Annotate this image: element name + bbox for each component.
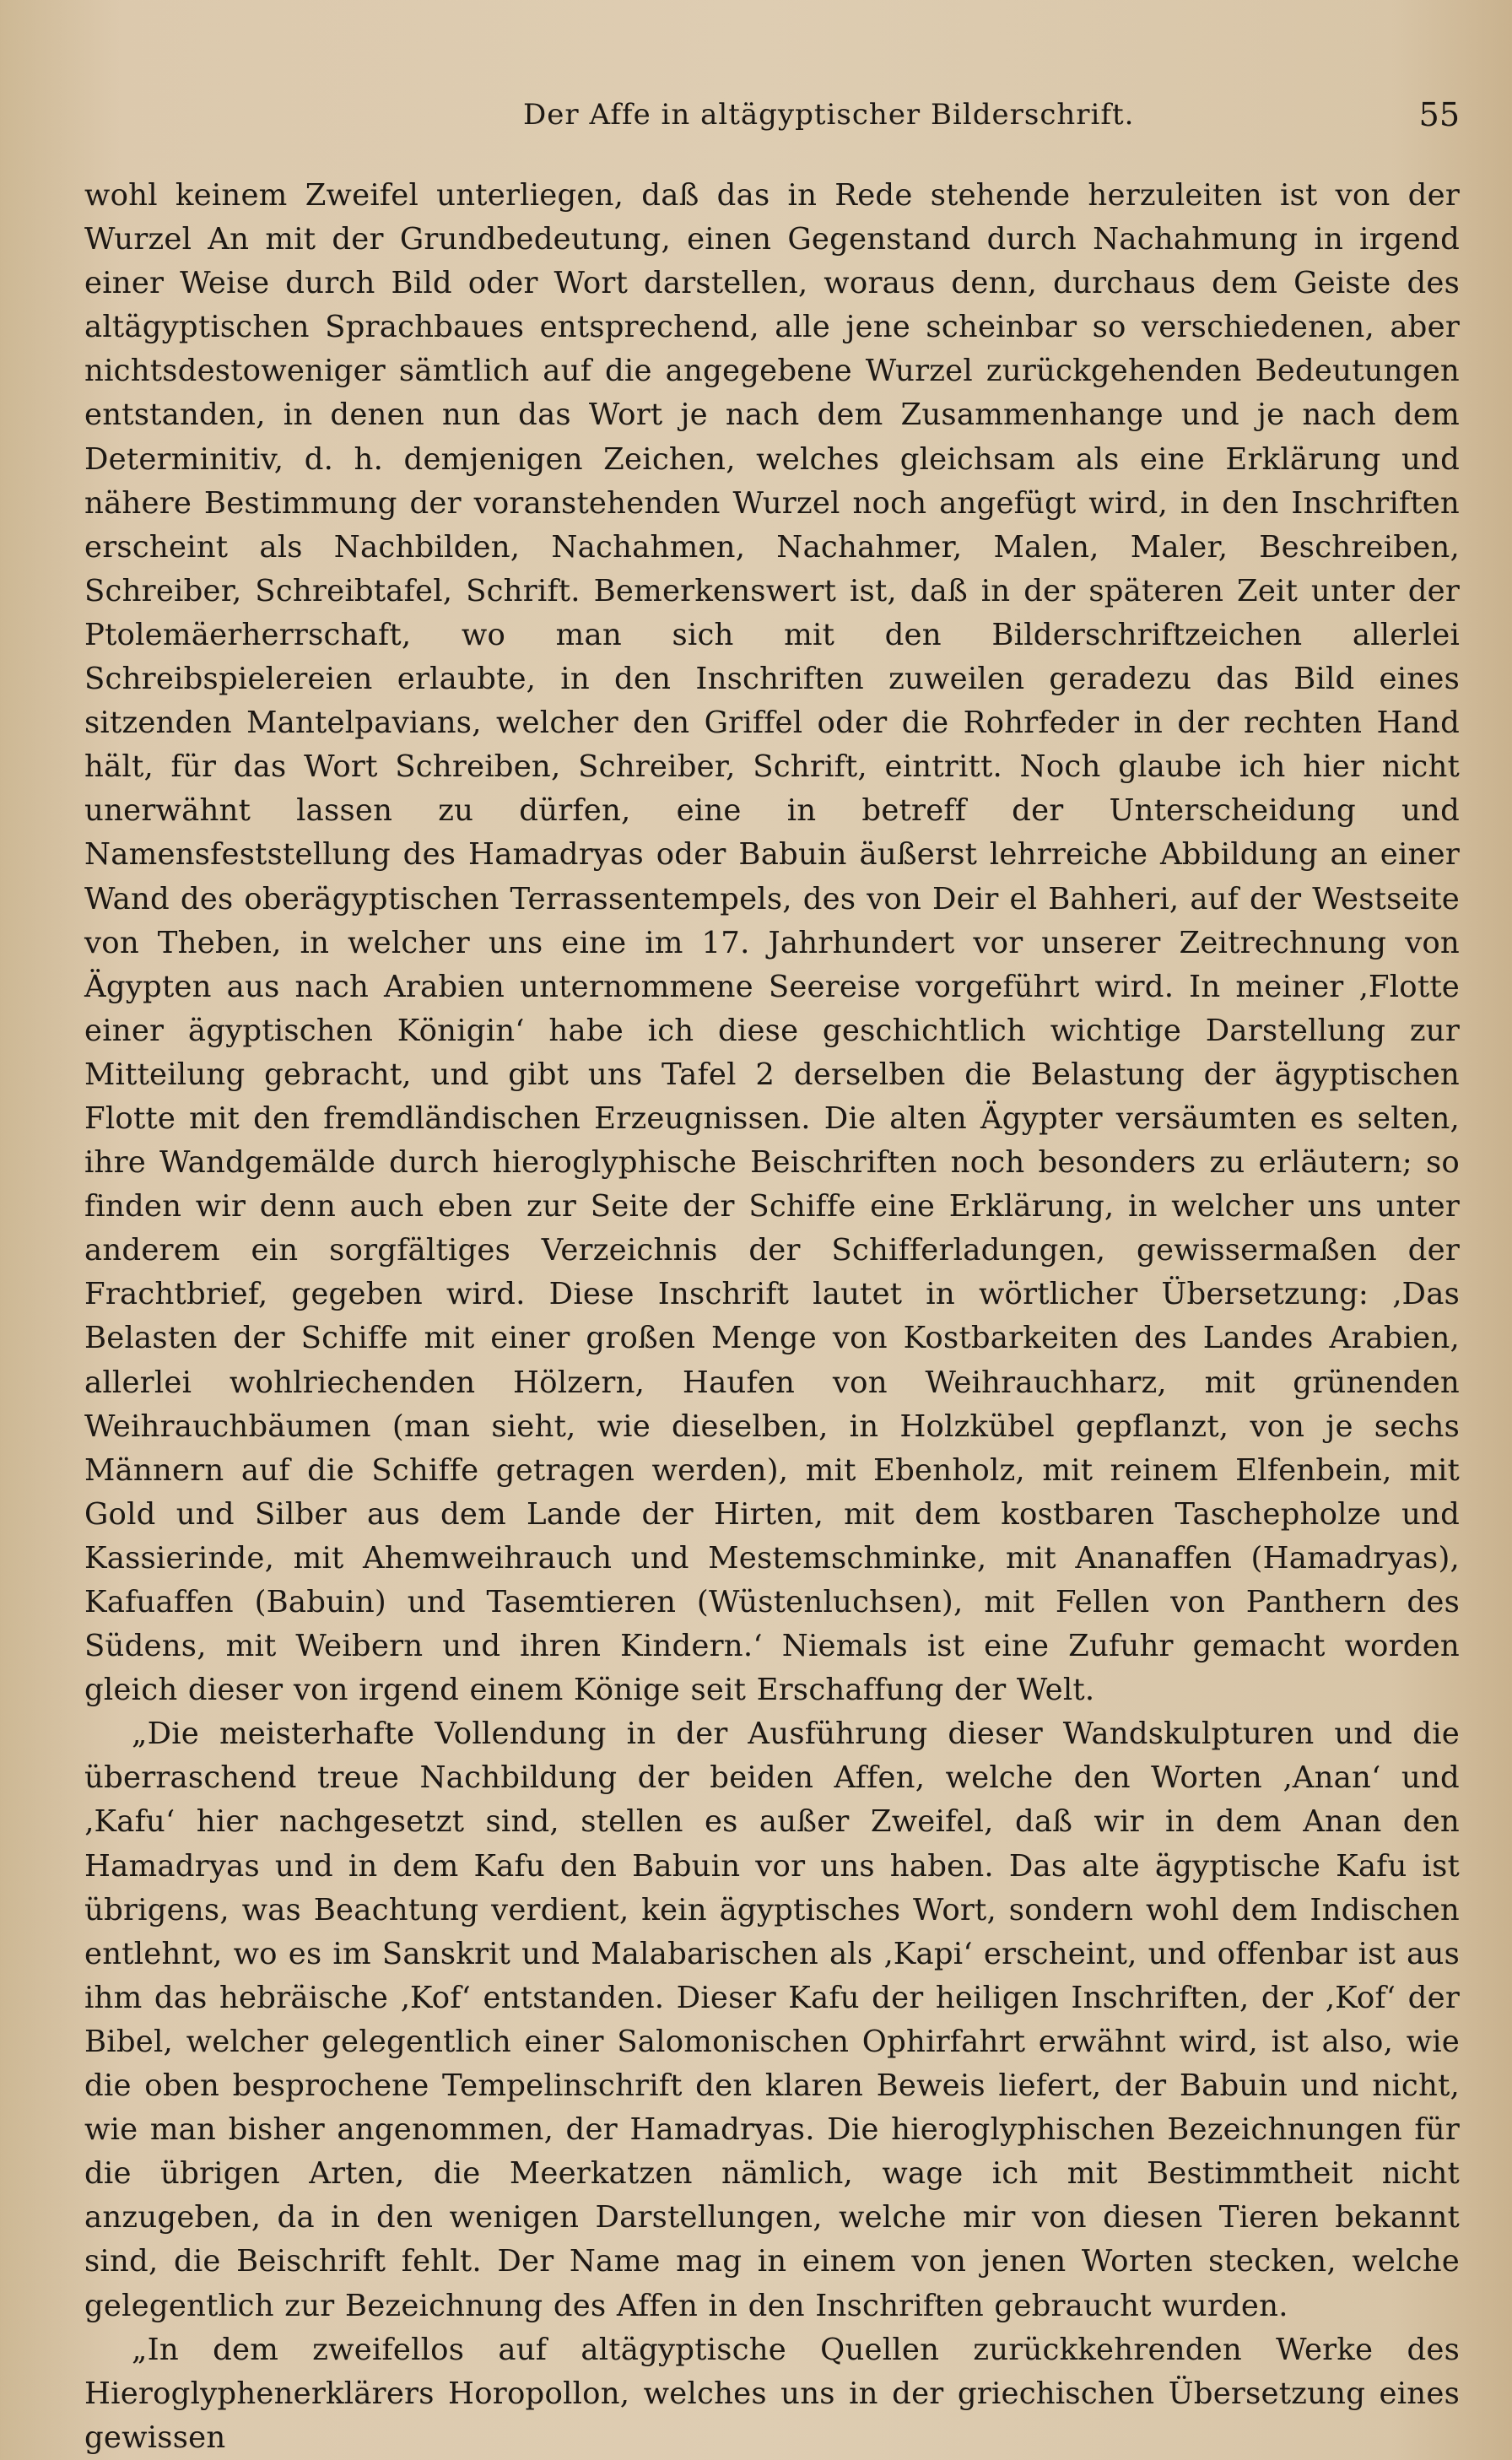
paragraph-1: wohl keinem Zweifel unterliegen, daß das in Rede stehende herzuleiten ist von der Wurzel An mit der Grundbedeutung, einen Gegenstand durch Nachahmung in irgend einer Weise durch Bild oder Wort darstellen, woraus denn, durchaus dem Geiste des altägyptischen Sprachbaues entsprechend, alle jene scheinbar so verschiedenen, aber nichtsdestoweniger sämtlich auf die angegebene Wurzel zurückgehenden Bedeutungen entstanden, in denen nun das Wort je nach dem Zusammenhange und je nach dem Determinitiv, d. h. demjenigen Zeichen, welches gleichsam als eine Erklärung und nähere Bestimmung der voranstehenden Wurzel noch angefügt wird, in den Inschriften erscheint als Nachbilden, Nachahmen, Nachahmer, Malen, Maler, Beschreiben, Schreiber, Schreibtafel, Schrift. Bemerkenswert ist, daß in der späteren Zeit unter der Ptolemäerherrschaft, wo man sich mit den Bilderschriftzeichen allerlei Schreibspielereien erlaubte, in den Inschriften zuweilen geradezu das Bild eines sitzenden Mantelpavians, welcher den Griffel oder die Rohrfeder in der rechten Hand hält, für das Wort Schreiben, Schreiber, Schrift, eintritt. Noch glaube ich hier nicht unerwähnt lassen zu dürfen, eine in betreff der Unterscheidung und Namensfeststellung des Hamadryas oder Babuin äußerst lehrreiche Abbildung an einer Wand des oberägyptischen Terrassentempels, des von Deir el Bahheri, auf der Westseite von Theben, in welcher uns eine im 17. Jahrhundert vor unserer Zeitrechnung von Ägypten aus nach Arabien unternommene Seereise vorgeführt wird. In meiner ‚Flotte einer ägyptischen Königin‘ habe ich diese geschichtlich wichtige Darstellung zur Mitteilung gebracht, und gibt uns Tafel 2 derselben die Belastung der ägyptischen Flotte mit den fremdländischen Erzeugnissen. Die alten Ägypter versäumten es selten, ihre Wandgemälde durch hieroglyphische Beischriften noch besonders zu erläutern; so finden wir denn auch eben zur Seite der Schiffe eine Erklärung, in welcher uns unter anderem ein sorgfältiges Verzeichnis der Schifferladungen, gewissermaßen der Frachtbrief, gegeben wird. Diese Inschrift lautet in wörtlicher Übersetzung: ‚Das Belasten der Schiffe mit einer großen Menge von Kostbarkeiten des Landes Arabien, allerlei wohlriechenden Hölzern, Haufen von Weihrauchharz, mit grünenden Weihrauchbäumen (man sieht, wie dieselben, in Holzkübel gepflanzt, von je sechs Männern auf die Schiffe getragen werden), mit Ebenholz, mit reinem Elfenbein, mit Gold und Silber aus dem Lande der Hirten, mit dem kostbaren Taschepholze und Kassierinde, mit Ahemweihrauch und Mestemschminke, mit Ananaffen (Hamadryas), Kafuaffen (Babuin) und Tasemtieren (Wüstenluchsen), mit Fellen von Panthern des Südens, mit Weibern und ihren Kindern.‘ Niemals ist eine Zufuhr gemacht worden gleich dieser von irgend einem Könige seit Erschaffung der Welt.	[84, 178, 1460, 1708]
paragraph-2: „Die meisterhafte Vollendung in der Ausführung dieser Wandskulpturen und die überraschend treue Nachbildung der beiden Affen, welche den Worten ‚Anan‘ und ‚Kafu‘ hier nachgesetzt sind, stellen es außer Zweifel, daß wir in dem Anan den Hamadryas und in dem Kafu den Babuin vor uns haben. Das alte ägyptische Kafu ist übrigens, was Beachtung verdient, kein ägyptisches Wort, sondern wohl dem Indischen entlehnt, wo es im Sanskrit und Malabarischen als ‚Kapi‘ erscheint, und offenbar ist aus ihm das hebräische ‚Kof‘ entstanden. Dieser Kafu der heiligen Inschriften, der ‚Kof‘ der Bibel, welcher gelegentlich einer Salomonischen Ophirfahrt erwähnt wird, ist also, wie die oben besprochene Tempelinschrift den klaren Beweis liefert, der Babuin und nicht, wie man bisher angenommen, der Hamadryas. Die hieroglyphischen Bezeichnungen für die übrigen Arten, die Meerkatzen nämlich, wage ich mit Bestimmtheit nicht anzugeben, da in den wenigen Darstellungen, welche mir von diesen Tieren bekannt sind, die Beischrift fehlt. Der Name mag in einem von jenen Worten stecken, welche gelegentlich zur Bezeichnung des Affen in den Inschriften gebraucht wurden.	[84, 1717, 1460, 2323]
paragraph-3: „In dem zweifellos auf altägyptische Quellen zurückkehrenden Werke des Hieroglyphenerklärers Horopollon, welches uns in der griechischen Übersetzung eines gewissen	[84, 2332, 1460, 2455]
running-head-title: Der Affe in altägyptischer Bilderschrift.	[523, 98, 1135, 132]
book-page	[84, 93, 1460, 2455]
running-head	[84, 93, 1460, 152]
page-number: 55	[1418, 96, 1460, 133]
body-text	[84, 174, 1460, 2460]
